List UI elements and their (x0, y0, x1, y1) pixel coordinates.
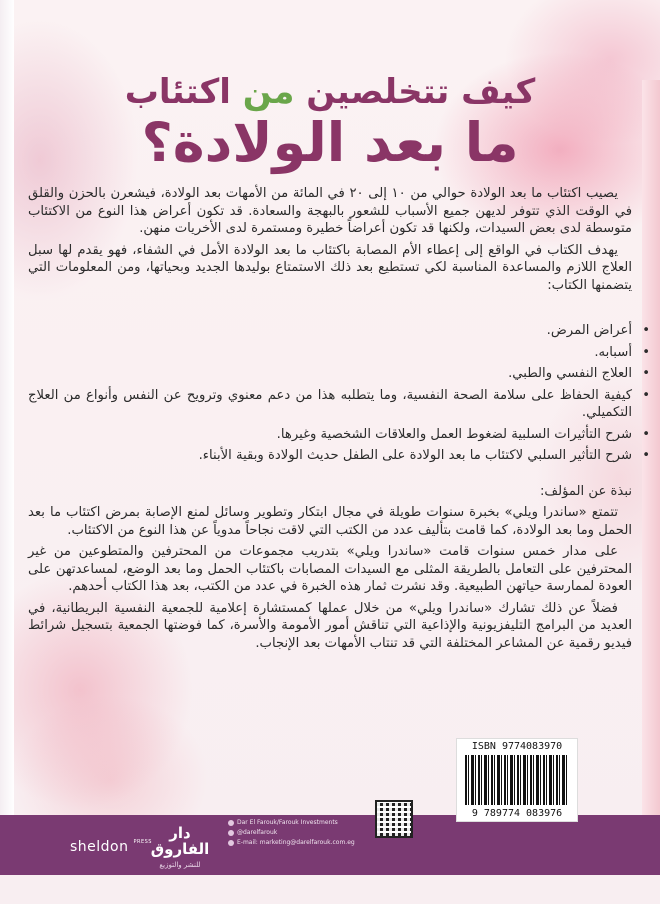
title-part-2: من (242, 72, 295, 112)
title-line-1 (0, 72, 660, 112)
author-text (28, 504, 632, 656)
intro-paragraph-1: يصيب اكتئاب ما بعد الولادة حوالي من ١٠ إلى ٢٠ في المائة من الأمهات بعد الولادة، فيشعرن بالحزن والقلق في الوقت الذي تتوفر لديهن جميع الأسباب للشعور بالبهجة والسعادة. قد تكون أعراض هذا النوع من الاكتئاب متوسطة لدى بعض السيدات، ولكنها قد تكون أعراضاً خطيرة ومستمرة لدى الأخريات منهن. (28, 186, 632, 236)
facebook-icon (228, 820, 234, 826)
publisher-name: دار الفاروق (150, 824, 210, 858)
isbn-label: ISBN 9774083970 (471, 741, 563, 752)
author-paragraph-2: على مدار خمس سنوات قامت «ساندرا ويلي» بتدريب مجموعات من المحترفين والمتطوعين من غير المحترفين على التعامل بالطريقة المثلى مع السيدات المصابات باكتئاب الحمل وما بعد الوضع، لمساعدتهن على العودة لممارسة حياتهن الطبيعية. وقد نشرت ثمار هذه الخبرة في عدد من الكتب، بعد هذا الكتاب أحدهم. (28, 544, 632, 594)
contact-facebook: Dar El Farouk/Farouk Investments (228, 818, 368, 828)
publisher-subtitle: للنشر والتوزيع (159, 861, 201, 869)
author-paragraph-3: فضلاً عن ذلك تشارك «ساندرا ويلي» من خلال عملها كمستشارة إعلامية للجمعية النفسية البريطانية، في العديد من البرامج التليفزيونية والإذاعية التي تناقش أمور الأمومة والأسرة، كما فوضتها الجمعية بتسجيل شرائط فيديو رقمية عن المشاعر المختلفة التي قد تنتاب الأمهات بعد الإنجاب. (28, 600, 632, 651)
intro-paragraph-2: يهدف الكتاب في الواقع إلى إعطاء الأم المصابة باكتئاب ما بعد الولادة الأمل في الشفاء، فهو يقدم لها سبل العلاج اللازم والمساعدة المناسبة لكي تستطيع بعد ذلك الاستمتاع بوليدها الجديد وبحياتها، ومن المعلومات التي يتضمنها الكتاب: (28, 242, 632, 293)
email-icon (228, 840, 234, 846)
publisher-band (0, 815, 660, 875)
title-line-2: ما بعد الولادة؟ (141, 111, 519, 174)
list-item: • شرح التأثير السلبي لاكتئاب ما بعد الولادة على الطفل حديث الولادة وبقية الأبناء. (28, 447, 632, 465)
sheldon-logo (70, 839, 152, 855)
author-paragraph-1: تتمتع «ساندرا ويلي» بخبرة سنوات طويلة في مجال ابتكار وتطوير وسائل لمنع الإصابة بمرض اكتئاب ما بعد الحمل وما بعد الولادة، كما قامت بتأليف عدد من الكتب التي لاقت نجاحاً مدوياً عن هذا النوع من الاكتئاب. (28, 505, 632, 538)
contents-list (28, 322, 654, 469)
contact-email: E-mail: marketing@darelfarouk.com.eg (228, 838, 368, 848)
isbn-barcode (456, 738, 578, 822)
contact-twitter: @darelfarouk (228, 828, 368, 838)
sheldon-name: sheldon (70, 839, 129, 855)
list-item: • العلاج النفسي والطبي. (28, 365, 632, 383)
intro-text (28, 185, 632, 298)
sheldon-press: PRESS (133, 839, 152, 845)
list-item: • أسبابه. (28, 344, 632, 362)
title-part-1: كيف تتخلصين (294, 72, 536, 112)
publisher-logo (145, 825, 215, 873)
list-item: • كيفية الحفاظ على سلامة الصحة النفسية، وما يتطلبه هذا من دعم معنوي وترويح عن النفس وأنواع من العلاج التكميلي. (28, 387, 632, 422)
title-part-3: اكتئاب (124, 72, 243, 112)
qr-code (375, 800, 413, 838)
publisher-contacts (228, 818, 368, 848)
twitter-icon (228, 830, 234, 836)
list-item: • أعراض المرض. (28, 322, 632, 340)
list-item: • شرح التأثيرات السلبية لضغوط العمل والعلاقات الشخصية وغيرها. (28, 426, 632, 444)
barcode-bars (465, 755, 569, 805)
author-heading: نبذة عن المؤلف: (539, 484, 632, 499)
isbn-number: 9 789774 083976 (471, 808, 563, 819)
